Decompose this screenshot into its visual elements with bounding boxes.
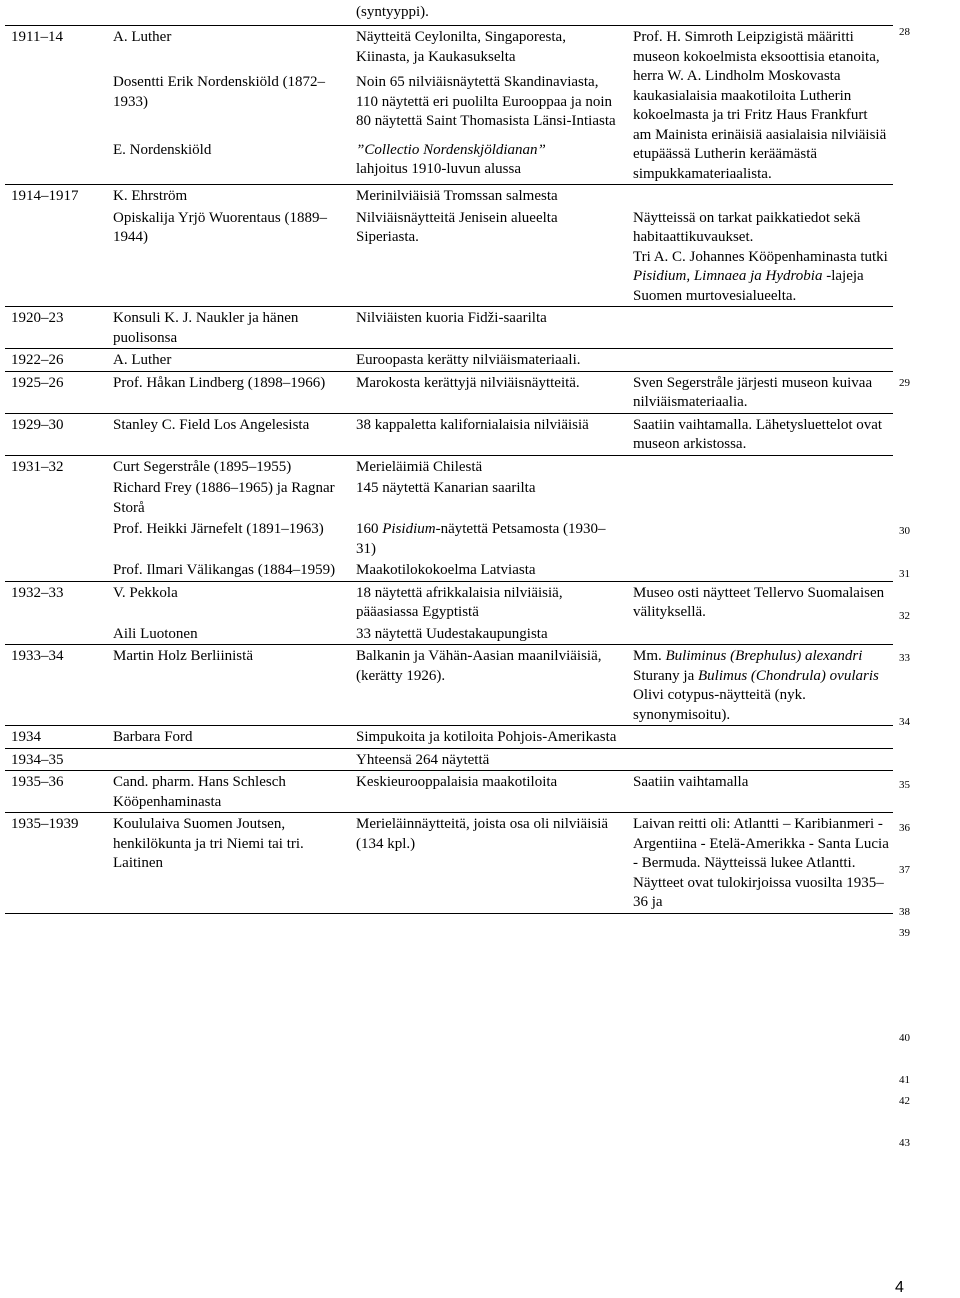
year-cell <box>5 518 107 559</box>
material-cell: Simpukoita ja kotiloita Pohjois-Amerikasta <box>350 726 627 749</box>
note-cell <box>627 349 893 372</box>
note-text: Sturany ja <box>633 667 698 684</box>
table-row <box>5 771 893 813</box>
table-row <box>5 581 893 623</box>
note-cell <box>627 726 893 749</box>
collector-cell: Aili Luotonen <box>113 625 198 642</box>
line-number: 35 <box>899 779 910 791</box>
collector-cell: Dosentti Erik Nordenskiöld (1872–1933) <box>113 74 326 110</box>
taxon-name: Buliminus (Brephulus) alexandri <box>665 648 863 664</box>
note-cell <box>627 477 893 518</box>
note-cell <box>627 645 893 726</box>
page-number: 4 <box>895 1279 904 1296</box>
material-cell: Näytteitä Ceylonilta, Singaporesta, Kiinasta, ja Kaukasukselta <box>350 26 627 72</box>
collection-name: ”Collectio Nordenskjöldianan” <box>356 141 546 158</box>
collector-cell: Richard Frey (1886–1965) ja Ragnar Storå <box>113 480 335 516</box>
collector-cell: V. Pekkola <box>107 581 350 623</box>
year-cell: 1931–32 <box>5 455 107 477</box>
year-cell <box>5 477 107 518</box>
material-cell: Nilviäisnäytteitä Jenisein alueelta Siperiasta. <box>356 209 558 245</box>
year-cell <box>5 559 107 581</box>
collector-cell: K. Ehrström <box>107 185 350 207</box>
line-number: 29 <box>899 377 910 389</box>
line-number: 32 <box>899 610 910 622</box>
line-number: 34 <box>899 716 910 728</box>
table-row <box>5 477 893 518</box>
note-cell <box>627 518 893 559</box>
material-cell: Maakotilokokoelma Latviasta <box>356 562 536 578</box>
year-cell: 1911–14 <box>5 26 107 72</box>
taxon-names: Pisidium, Limnaea ja Hydrobia <box>633 268 823 284</box>
table-row <box>5 559 893 581</box>
table-row <box>5 307 893 349</box>
table-row <box>5 726 893 749</box>
collector-cell: Prof. Håkan Lindberg (1898–1966) <box>107 371 350 413</box>
collector-cell: Stanley C. Field Los Angelesista <box>107 413 350 455</box>
year-cell: 1922–26 <box>5 349 107 372</box>
collector-cell: Prof. Ilmari Välikangas (1884–1959) <box>113 562 336 578</box>
line-number: 37 <box>899 864 910 876</box>
year-cell <box>5 623 107 645</box>
year-cell: 1929–30 <box>5 413 107 455</box>
year-cell: 1932–33 <box>5 581 107 623</box>
material-cell: Keskieurooppalaisia maakotiloita <box>350 771 627 813</box>
year-cell: 1935–36 <box>5 771 107 813</box>
note-cell <box>627 455 893 477</box>
note-cell: Laivan reitti oli: Atlantti – Karibianmeri - Argentiina - Etelä-Amerikka - Santa Lucia - Bermuda. Näytteissä lukee Atlantti. Näytteet ovat tulokirjoissa vuosilta 1935–36 ja <box>627 813 893 914</box>
table-row <box>5 207 893 307</box>
material-cell: Merinilviäisiä Tromssan salmesta <box>350 185 627 207</box>
material-cell: 38 kappaletta kalifornialaisia nilviäisiä <box>350 413 627 455</box>
table-row <box>5 26 893 72</box>
line-number: 39 <box>899 927 910 939</box>
year-cell: 1934–35 <box>5 748 107 771</box>
line-number: 41 <box>899 1074 910 1086</box>
material-cell: Noin 65 nilviäisnäytettä Skandinaviasta, 110 näytettä eri puolilta Eurooppaa ja noin 80 näytettä Saint Thomasista Länsi-Intiasta <box>356 74 616 130</box>
year-cell: 1925–26 <box>5 371 107 413</box>
note-cell <box>627 623 893 645</box>
note-cell: Prof. H. Simroth Leipzigistä määritti museon kokoelmista eksoottisia etanoita, herra W. A. Lindholm Moskovasta kaukasialaisia maakotiloita Lutherin kokoelmasta ja tri Fritz Haus Frankfurt am Mainista erinäisiä aasialaisia nilviäisiä etupäässä Lutherin keräämästä simpukkamateriaalista. <box>627 26 893 185</box>
table-row <box>5 813 893 914</box>
line-number: 36 <box>899 822 910 834</box>
note-cell <box>627 748 893 771</box>
collector-cell: A. Luther <box>107 26 350 72</box>
table-row <box>5 645 893 726</box>
table-row <box>5 748 893 771</box>
note-text: -lajeja Suomen murtovesialueelta. <box>633 268 864 304</box>
material-cell: Merieläinnäytteitä, joista osa oli nilviäisiä (134 kpl.) <box>350 813 627 914</box>
taxon-name: Pisidium <box>382 521 436 537</box>
material-cell: 18 näytettä afrikkalaisia nilviäisiä, pääasiassa Egyptistä <box>350 581 627 623</box>
line-number: 38 <box>899 906 910 918</box>
material-cell: 145 näytettä Kanarian saarilta <box>356 480 536 496</box>
line-number: 33 <box>899 652 910 664</box>
line-number: 40 <box>899 1032 910 1044</box>
collector-cell: Barbara Ford <box>107 726 350 749</box>
collection-table <box>5 25 893 914</box>
table-row <box>5 518 893 559</box>
note-cell <box>627 207 893 307</box>
note-text: Mm. <box>633 648 666 664</box>
note-cell: Museo osti näytteet Tellervo Suomalaisen välityksellä. <box>627 581 893 623</box>
note-cell: Sven Segerstråle järjesti museon kuivaa nilviäismateriaalia. <box>627 371 893 413</box>
note-cell <box>627 185 893 207</box>
material-cell <box>350 139 627 185</box>
note-cell: Saatiin vaihtamalla <box>627 771 893 813</box>
collector-cell: Opiskalija Yrjö Wuorentaus (1889–1944) <box>113 209 327 245</box>
collector-cell: Koululaiva Suomen Joutsen, henkilökunta ja tri Niemi tai tri. Laitinen <box>107 813 350 914</box>
material-cell: Balkanin ja Vähän-Aasian maanilviäisiä, (kerätty 1926). <box>350 645 627 726</box>
table-row <box>5 413 893 455</box>
continuation-text: (syntyyppi). <box>356 4 429 20</box>
taxon-name: Bulimus (Chondrula) ovularis <box>698 667 879 684</box>
year-cell: 1935–1939 <box>5 813 107 914</box>
note-cell <box>627 307 893 349</box>
line-number: 42 <box>899 1095 910 1107</box>
table-row <box>5 623 893 645</box>
material-cell: Nilviäisten kuoria Fidži-saarilta <box>350 307 627 349</box>
collector-cell: Curt Segerstråle (1895–1955) <box>107 455 350 477</box>
line-number: 28 <box>899 26 910 38</box>
note-cell <box>627 559 893 581</box>
year-cell <box>5 139 107 185</box>
year-cell: 1934 <box>5 726 107 749</box>
year-cell: 1933–34 <box>5 645 107 726</box>
table-row <box>5 349 893 372</box>
material-text: lahjoitus 1910-luvun alussa <box>356 161 521 177</box>
collector-cell: E. Nordenskiöld <box>113 141 212 158</box>
collector-cell: Prof. Heikki Järnefelt (1891–1963) <box>113 521 324 537</box>
collector-cell <box>107 748 350 771</box>
material-cell: Marokosta kerättyjä nilviäisnäytteitä. <box>350 371 627 413</box>
note-text: Näytteissä on tarkat paikkatiedot sekä habitaattikuvaukset. <box>633 209 861 245</box>
material-text: 160 <box>356 521 383 537</box>
note-text: Tri A. C. Johannes Kööpenhaminasta tutki <box>633 248 888 265</box>
line-number: 30 <box>899 525 910 537</box>
note-cell: Saatiin vaihtamalla. Lähetysluettelot ovat museon arkistossa. <box>627 413 893 455</box>
year-cell <box>5 207 107 307</box>
material-cell: Merieläimiä Chilestä <box>350 455 627 477</box>
material-cell: Yhteensä 264 näytettä <box>350 748 627 771</box>
line-number: 31 <box>899 568 910 580</box>
table-row <box>5 371 893 413</box>
year-cell: 1920–23 <box>5 307 107 349</box>
year-cell <box>5 71 107 138</box>
material-cell <box>350 518 627 559</box>
material-cell: 33 näytettä Uudestakaupungista <box>356 625 548 642</box>
collector-cell: Martin Holz Berliinistä <box>107 645 350 726</box>
material-text: -näytettä Petsamosta (1930–31) <box>356 521 606 557</box>
material-cell: Euroopasta kerätty nilviäismateriaali. <box>350 349 627 372</box>
table-row <box>5 455 893 477</box>
collector-cell: Konsuli K. J. Naukler ja hänen puolisonsa <box>107 307 350 349</box>
collector-cell: A. Luther <box>107 349 350 372</box>
note-text: Olivi cotypus-näytteitä (nyk. synonymisoitu). <box>633 687 806 723</box>
collector-cell: Cand. pharm. Hans Schlesch Kööpenhaminasta <box>107 771 350 813</box>
table-row <box>5 185 893 207</box>
year-cell: 1914–1917 <box>5 185 107 207</box>
line-number: 43 <box>899 1137 910 1149</box>
